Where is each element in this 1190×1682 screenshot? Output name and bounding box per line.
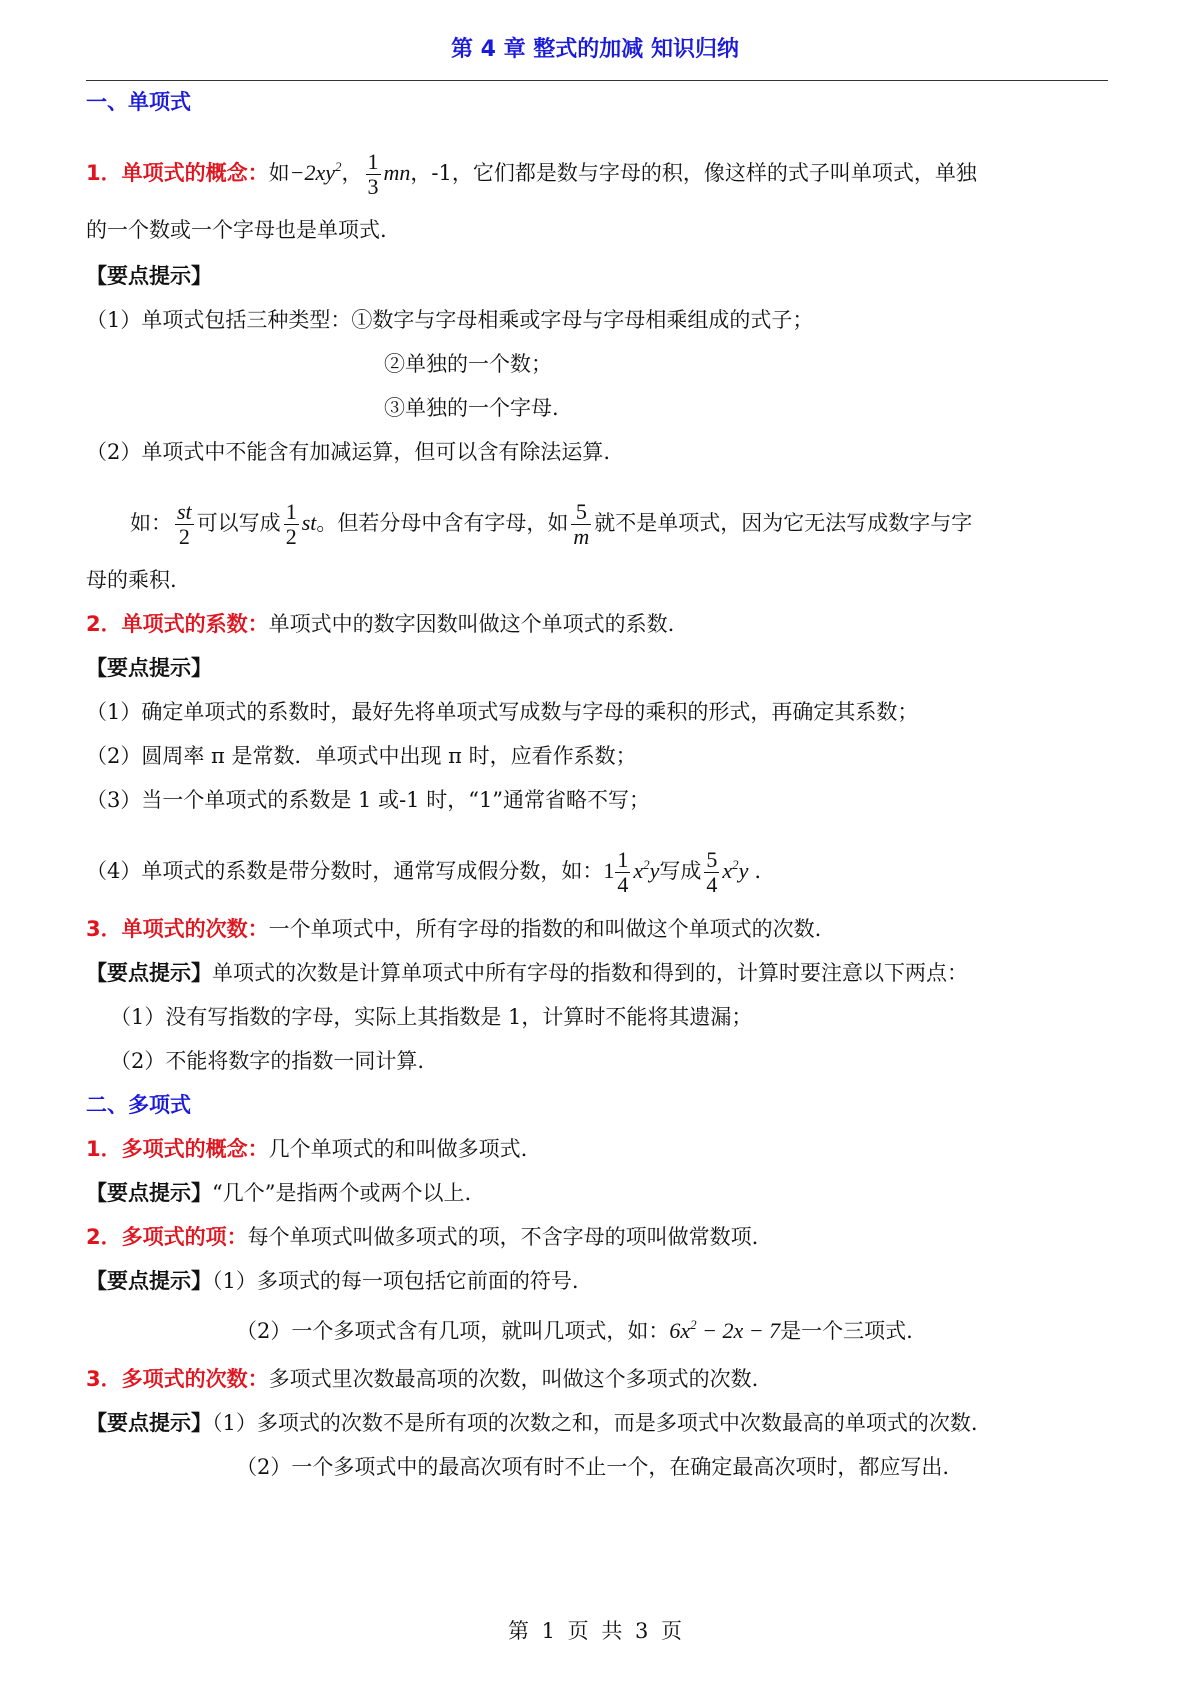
section-heading-monomial: 一、单项式 <box>86 90 191 114</box>
tip-item: （1）单项式包括三种类型：①数字与字母相乘或字母与字母相乘组成的式子； <box>86 308 814 332</box>
monomial-concept-label: 1．单项式的概念： <box>86 161 269 185</box>
monomial-example-1: $-2xy^2$ <box>289 159 342 185</box>
tip-item: （2）一个多项式中的最高次项有时不止一个，在确定最高次项时，都应写出. <box>236 1455 950 1479</box>
tip-item: （2）圆周率 π 是常数．单项式中出现 π 时，应看作系数； <box>86 744 637 768</box>
coefficient-text: 单项式中的数字因数叫做这个单项式的系数. <box>268 612 675 636</box>
monomial-concept-line <box>86 150 977 199</box>
tip-label: 【要点提示】 <box>86 1269 212 1293</box>
degree-tip-line: 【要点提示】单项式的次数是计算单项式中所有字母的指数和得到的，计算时要注意以下两点： <box>86 961 968 985</box>
coefficient-label: 2．单项式的系数： <box>86 612 269 636</box>
fraction-one-third: $\frac{1}{3}$ <box>367 149 379 199</box>
example-prefix: 如 <box>268 161 290 185</box>
monomial-example-2-var: mn <box>383 160 411 185</box>
tip-item: （1）确定单项式的系数时，最好先将单项式写成数与字母的乘积的形式，再确定其系数； <box>86 700 919 724</box>
page-footer: 第 1 页 共 3 页 <box>507 1619 683 1643</box>
degree-text: 一个单项式中，所有字母的指数的和叫做这个单项式的次数. <box>268 917 822 941</box>
polynomial-concept-label: 1．多项式的概念： <box>86 1137 269 1161</box>
tip-item-mixed-number: （4）单项式的系数是带分数时，通常写成假分数，如：1 $\frac{1}{4}$ $x^2y$写成 $\frac{5}{4}$ $x^2y$ . <box>86 847 762 897</box>
tip-label: 【要点提示】 <box>86 1411 212 1435</box>
fraction-5-over-m: $\frac{5}{m}$ <box>573 499 590 549</box>
tip-label: 【要点提示】 <box>86 656 212 680</box>
degree-line <box>86 915 821 943</box>
tip-item: （1）没有写指数的字母，实际上其指数是 1，计算时不能将其遗漏； <box>110 1005 753 1029</box>
polynomial-expression: $6x^2 - 2x - 7$ <box>669 1317 781 1343</box>
monomial-concept-line-2: 的一个数或一个字母也是单项式. <box>86 218 387 242</box>
polynomial-degree-label: 3．多项式的次数： <box>86 1367 269 1391</box>
fraction-one-half: $\frac{1}{2}$ <box>285 499 297 549</box>
polynomial-term-line: 2．多项式的项：每个单项式叫做多项式的项，不含字母的项叫做常数项. <box>86 1225 759 1249</box>
fraction-one-quarter: $\frac{1}{4}$ <box>617 847 629 897</box>
degree-label: 3．单项式的次数： <box>86 917 269 941</box>
tip-label: 【要点提示】 <box>86 1181 212 1205</box>
polynomial-term-label: 2．多项式的项： <box>86 1225 248 1249</box>
polynomial-degree-line: 3．多项式的次数：多项式里次数最高项的次数，叫做这个多项式的次数. <box>86 1367 759 1391</box>
page-title: 第 4 章 整式的加减 知识归纳 <box>451 37 739 62</box>
monomial-concept-text: ，-1，它们都是数与字母的积，像这样的式子叫单项式，单独 <box>410 161 977 185</box>
tip-item: （2）不能将数字的指数一同计算. <box>110 1049 425 1073</box>
polynomial-term-tip-line: 【要点提示】（1）多项式的每一项包括它前面的符号. <box>86 1269 579 1293</box>
fraction-five-quarters: $\frac{5}{4}$ <box>706 847 718 897</box>
tip-item: ③单独的一个字母. <box>384 396 559 420</box>
polynomial-degree-tip-line: 【要点提示】（1）多项式的次数不是所有项的次数之和，而是多项式中次数最高的单项式的次数. <box>86 1411 978 1435</box>
tip-item: （2）单项式中不能含有加减运算，但可以含有除法运算. <box>86 440 611 464</box>
separator: ， <box>341 161 363 185</box>
coefficient-line <box>86 610 674 638</box>
tip-item: ②单独的一个数； <box>384 352 552 376</box>
polynomial-tip-line: 【要点提示】“几个”是指两个或两个以上. <box>86 1181 472 1205</box>
polynomial-example-line: （2）一个多项式含有几项，就叫几项式，如：$6x^2 - 2x - 7$是一个三项式. <box>236 1317 913 1343</box>
tip-item: （3）当一个单项式的系数是 1 或-1 时，“1”通常省略不写； <box>86 788 651 812</box>
division-example-cont: 母的乘积. <box>86 568 177 592</box>
tip-label: 【要点提示】 <box>86 961 212 985</box>
title-divider <box>86 80 1108 81</box>
fraction-st-over-2: $\frac{st}{2}$ <box>177 499 192 549</box>
polynomial-concept-line: 1．多项式的概念：几个单项式的和叫做多项式. <box>86 1137 528 1161</box>
division-example-line: 如： $\frac{st}{2}$ 可以写成 $\frac{1}{2}$ st。但若分母中含有字母，如 $\frac{5}{m}$ 就不是单项式，因为它无法写成数字与字 <box>130 499 973 549</box>
section-heading-polynomial: 二、多项式 <box>86 1093 191 1117</box>
tip-label: 【要点提示】 <box>86 264 212 288</box>
